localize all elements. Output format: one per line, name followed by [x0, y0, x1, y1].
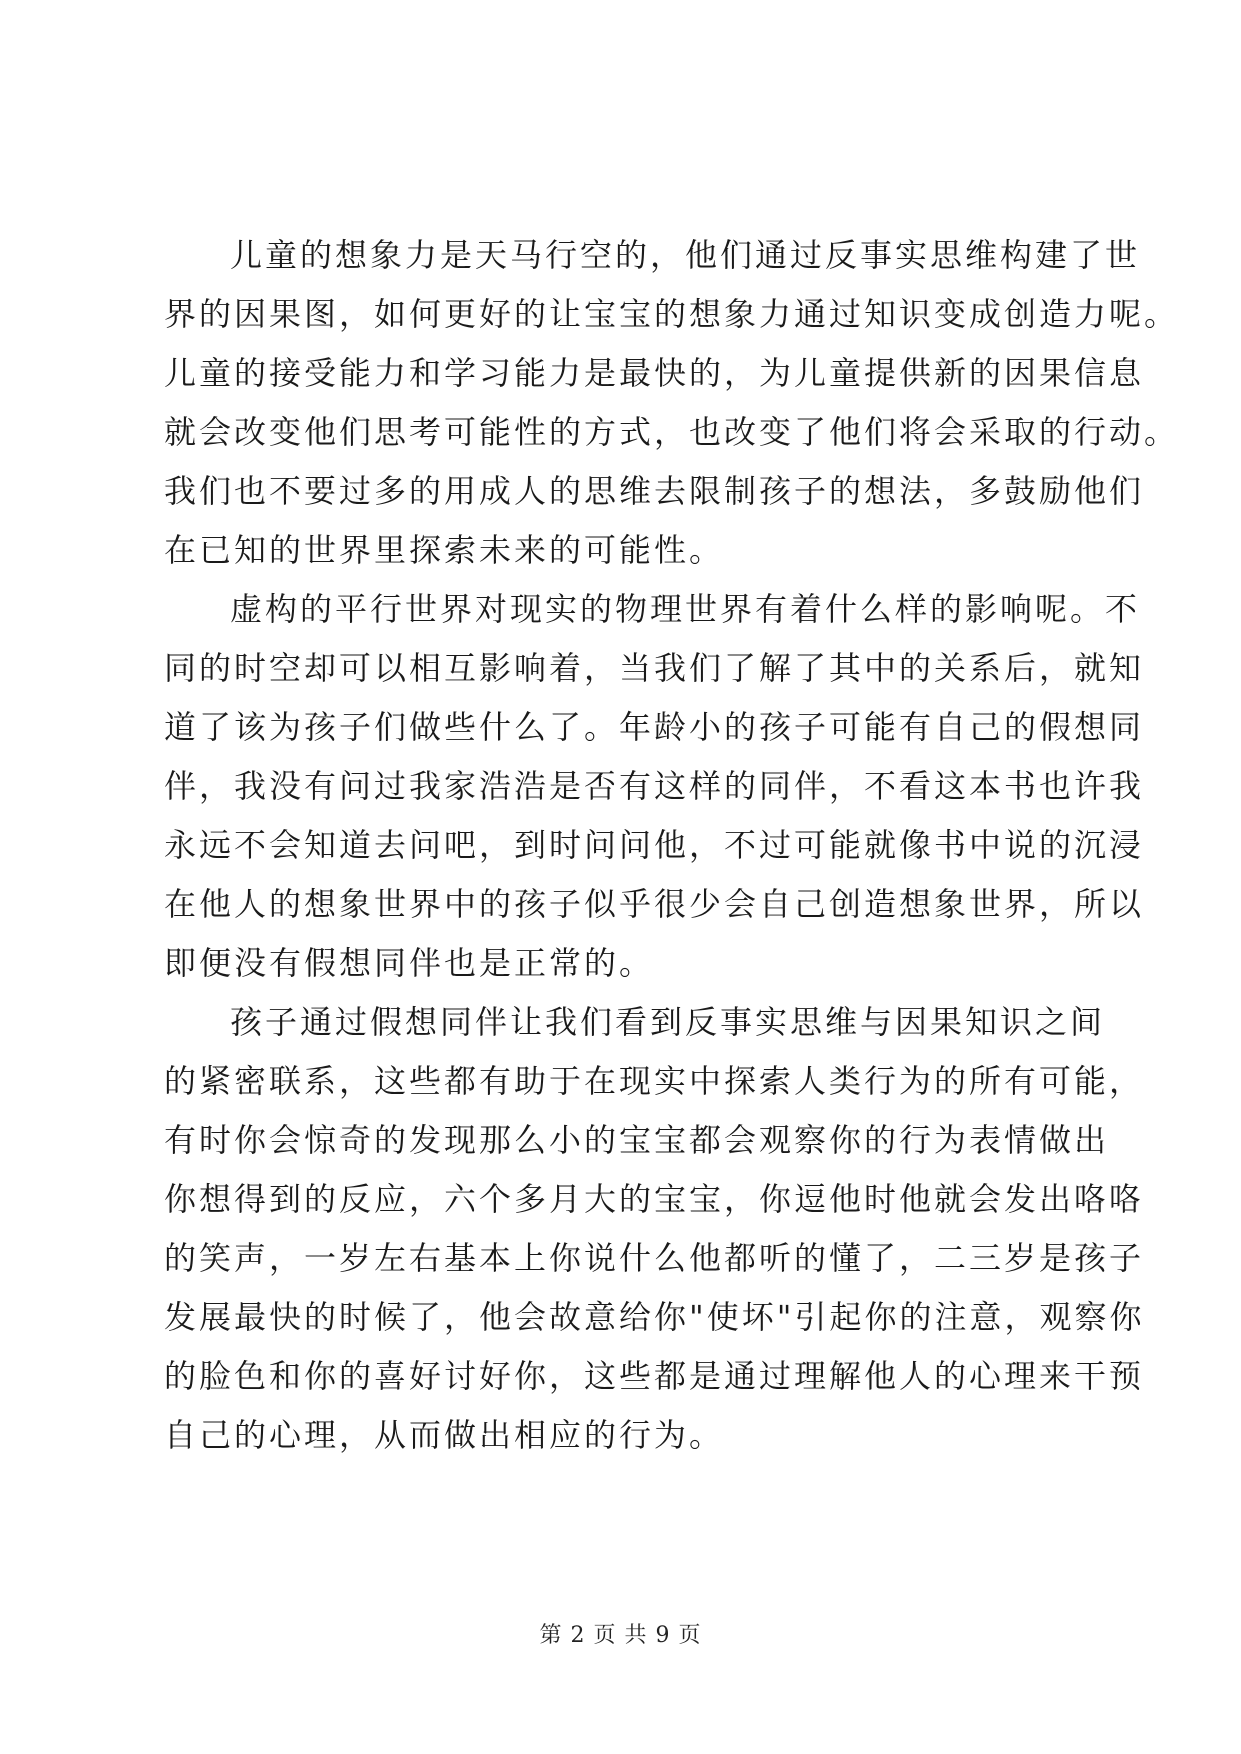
paragraph-1: [164, 226, 1180, 580]
paragraph-2: [164, 580, 1145, 993]
paragraph-line: 在已知的世界里探索未来的可能性。: [164, 531, 725, 569]
paragraph-line: 在他人的想象世界中的孩子似乎很少会自己创造想象世界，所以: [164, 885, 1145, 923]
paragraph-line: 儿童的想象力是天马行空的，他们通过反事实思维构建了世: [230, 236, 1141, 274]
paragraph-line: 道了该为孩子们做些什么了。年龄小的孩子可能有自己的假想同: [164, 708, 1145, 746]
page-number-footer: 第 2 页 共 9 页: [539, 1623, 702, 1648]
document-body: [164, 226, 1180, 1465]
paragraph-line: 的紧密联系，这些都有助于在现实中探索人类行为的所有可能，: [164, 1062, 1145, 1100]
paragraph-line: 自己的心理，从而做出相应的行为。: [164, 1416, 725, 1454]
paragraph-line: 发展最快的时候了，他会故意给你"使坏"引起你的注意，观察你: [164, 1298, 1145, 1336]
paragraph-line: 有时你会惊奇的发现那么小的宝宝都会观察你的行为表情做出: [164, 1121, 1110, 1159]
paragraph-line: 儿童的接受能力和学习能力是最快的，为儿童提供新的因果信息: [164, 354, 1145, 392]
paragraph-3: [164, 993, 1145, 1465]
paragraph-line: 孩子通过假想同伴让我们看到反事实思维与因果知识之间: [230, 1003, 1106, 1041]
paragraph-line: 就会改变他们思考可能性的方式，也改变了他们将会采取的行动。: [164, 413, 1180, 451]
paragraph-line: 的脸色和你的喜好讨好你，这些都是通过理解他人的心理来干预: [164, 1357, 1145, 1395]
paragraph-line: 虚构的平行世界对现实的物理世界有着什么样的影响呢。不: [230, 590, 1141, 628]
paragraph-line: 界的因果图，如何更好的让宝宝的想象力通过知识变成创造力呢。: [164, 295, 1180, 333]
paragraph-line: 你想得到的反应，六个多月大的宝宝，你逗他时他就会发出咯咯: [164, 1180, 1145, 1218]
paragraph-line: 的笑声，一岁左右基本上你说什么他都听的懂了，二三岁是孩子: [164, 1239, 1145, 1277]
paragraph-line: 即便没有假想同伴也是正常的。: [164, 944, 655, 982]
paragraph-line: 同的时空却可以相互影响着，当我们了解了其中的关系后，就知: [164, 649, 1145, 687]
paragraph-line: 我们也不要过多的用成人的思维去限制孩子的想法，多鼓励他们: [164, 472, 1145, 510]
paragraph-line: 伴，我没有问过我家浩浩是否有这样的同伴，不看这本书也许我: [164, 767, 1145, 805]
paragraph-line: 永远不会知道去问吧，到时问问他，不过可能就像书中说的沉浸: [164, 826, 1145, 864]
